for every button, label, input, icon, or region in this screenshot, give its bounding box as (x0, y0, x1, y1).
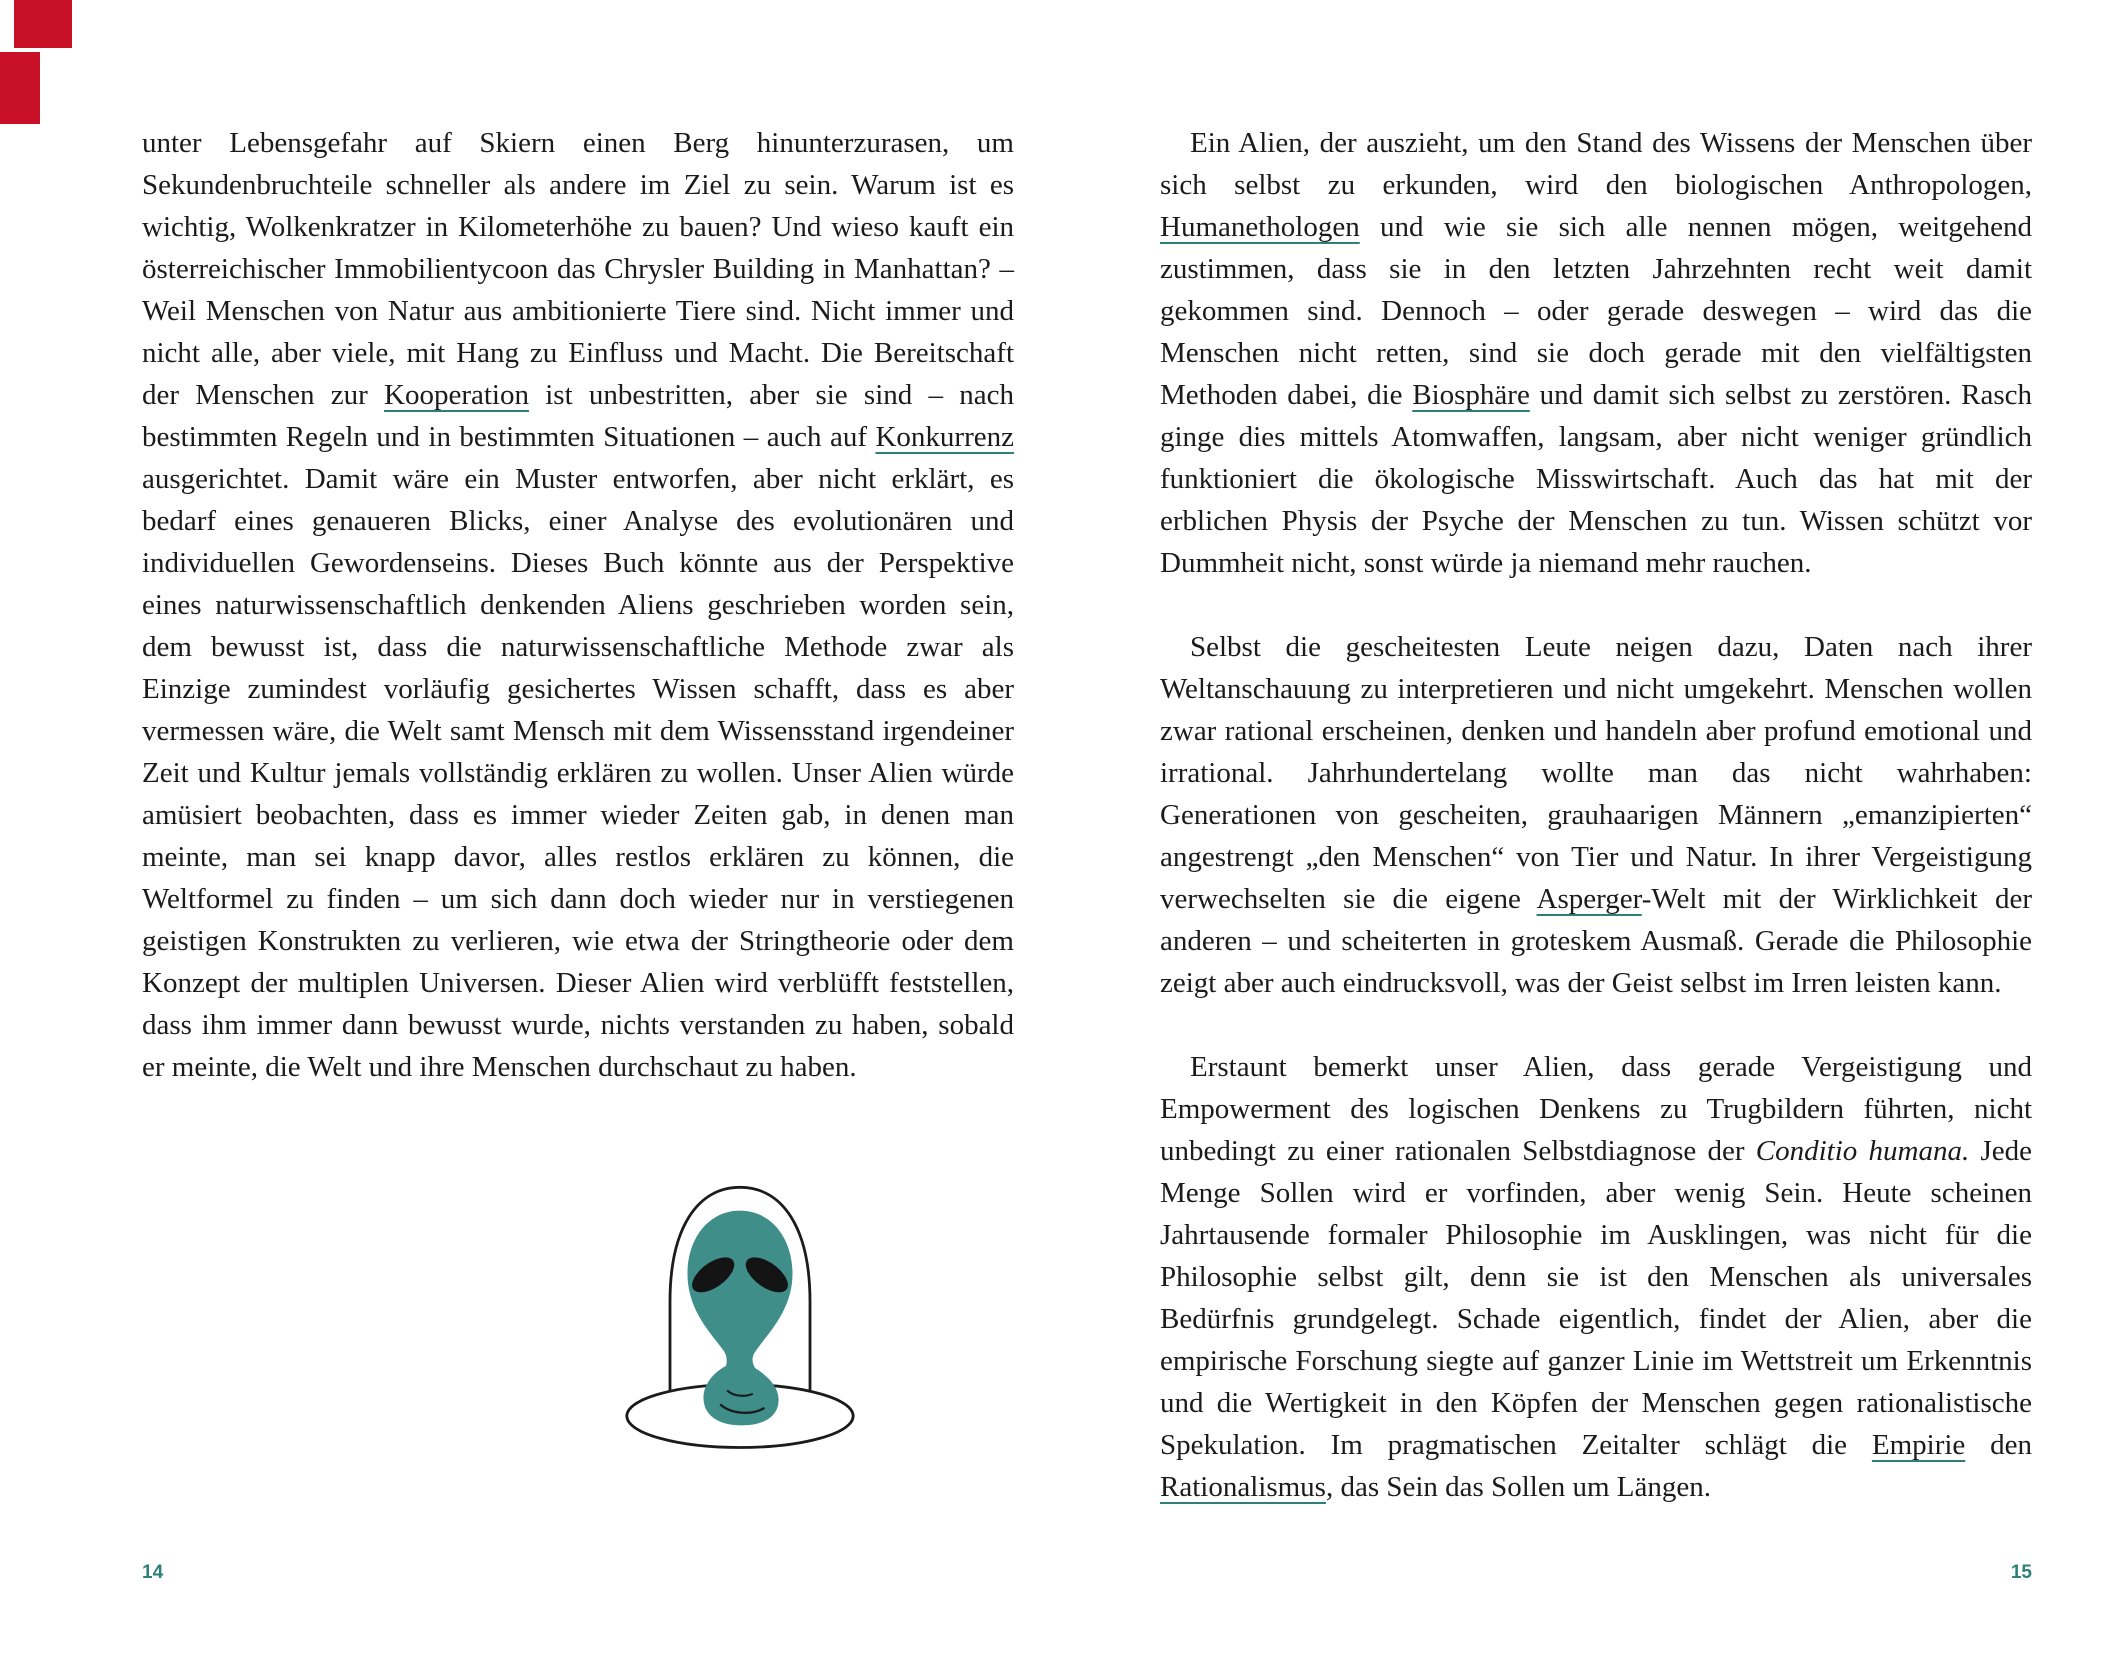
text-run: ausgerichtet. Damit wäre ein Muster entworfen, aber nicht erklärt, es bedarf eines genaueren Blicks, einer Analyse des evolutionären und individuellen Gewordenseins. Dieses Buch könnte aus der Perspektive eines naturwissenschaftlich denkenden Aliens geschrieben worden sein, dem bewusst ist, dass die naturwissenschaftliche Methode zwar als Einzige zumindest vorläufig gesichertes Wissen schafft, dass es aber vermessen wäre, die Welt samt Mensch mit dem Wissensstand irgendeiner Zeit und Kultur jemals vollständig erklären zu wollen. Unser Alien würde amüsiert beobachten, dass es immer wieder Zeiten gab, in denen man meinte, man sei knapp davor, alles restlos erklären zu können, die Weltformel zu finden – um sich dann doch wieder nur in verstiegenen geistigen Konstrukten zu verlieren, wie etwa der Stringtheorie oder dem Konzept der multiplen Universen. Dieser Alien wird verblüfft feststellen, dass ihm immer dann bewusst wurde, nichts verstanden zu haben, sobald er meinte, die Welt und ihre Menschen durchschaut zu haben. (142, 463, 1014, 1083)
text-run: Selbst die gescheitesten Leute neigen dazu, Daten nach ihrer Weltanschauung zu interpretieren und nicht umgekehrt. Menschen wollen zwar rational erscheinen, denken und handeln aber profund emotional und irrational. Jahrhundertelang wollte man das nicht wahrhaben: Generationen von gescheiten, grauhaarigen Männern „emanzipierten“ angestrengt „den Menschen“ von Tier und Natur. In ihrer Vergeistigung verwechselten sie die eigene (1160, 631, 2032, 915)
left-page-text (142, 122, 1014, 1088)
right-page-text (1160, 122, 2032, 1508)
text-run: -Welt mit der Wirklichkeit der anderen – und scheiterten in groteskem Ausmaß. Gerade die Philosophie zeigt aber auch eindrucksvoll, was der Geist selbst im Irren leisten kann. (1160, 883, 2032, 999)
italic-text: Conditio humana. (1755, 1135, 1970, 1167)
text-link[interactable]: Rationalismus (1160, 1471, 1326, 1503)
paragraph (142, 122, 1014, 1088)
text-link[interactable]: Empirie (1871, 1429, 1966, 1461)
text-link[interactable]: Humanethologen (1160, 211, 1360, 243)
text-link[interactable]: Kooperation (384, 379, 529, 411)
paragraph (1160, 626, 2032, 1004)
text-run: und wie sie sich alle nennen mögen, weitgehend zustimmen, dass sie in den letzten Jahrzehnten recht weit damit gekommen sind. Dennoch – oder gerade deswegen – wird das die Menschen nicht retten, sind sie doch gerade mit den vielfältigsten Methoden dabei, die (1160, 211, 2032, 411)
text-link[interactable]: Konkurrenz (875, 421, 1014, 453)
text-run: Jede Menge Sollen wird er vorfinden, aber wenig Sein. Heute scheinen Jahrtausende formaler Philosophie im Ausklingen, was nicht für die Philosophie selbst gilt, denn sie ist den Menschen als universales Bedürfnis grundgelegt. Schade eigentlich, findet der Alien, aber die empirische Forschung siegte auf ganzer Linie im Wettstreit um Erkenntnis und die Wertigkeit in den Köpfen der Menschen gegen rationalistische Spekulation. Im pragmatischen Zeitalter schlägt die (1160, 1135, 2032, 1461)
text-run: Ein Alien, der auszieht, um den Stand des Wissens der Menschen über sich selbst zu erkunden, wird den biologischen Anthropologen, (1160, 127, 2032, 201)
page-number-right: 15 (2010, 1562, 2032, 1583)
paragraph (1160, 1046, 2032, 1508)
text-run: , das Sein das Sollen um Längen. (1325, 1471, 1711, 1503)
text-link[interactable]: Biosphäre (1412, 379, 1530, 411)
text-link[interactable]: Asperger (1536, 883, 1642, 915)
text-run: und damit sich selbst zu zerstören. Rasch ginge dies mittels Atomwaffen, langsam, aber nicht weniger gründlich funktioniert die ökologische Misswirtschaft. Auch das hat mit der erblichen Physis der Psyche der Menschen zu tun. Wissen schützt vor Dummheit nicht, sonst würde ja niemand mehr rauchen. (1160, 379, 2032, 579)
text-run: den (1965, 1429, 2032, 1461)
paragraph (1160, 122, 2032, 584)
text-run: Erstaunt bemerkt unser Alien, dass gerade Vergeistigung und Empowerment des logischen Denkens zu Trugbildern führten, nicht unbedingt zu einer rationalen Selbstdiagnose der (1160, 1051, 2032, 1167)
text-run: unter Lebensgefahr auf Skiern einen Berg hinunterzurasen, um Sekundenbruchteile schneller als andere im Ziel zu sein. Warum ist es wichtig, Wolkenkratzer in Kilometerhöhe zu bauen? Und wieso kauft ein österreichischer Immobilientycoon das Chrysler Building in Manhattan? – Weil Menschen von Natur aus ambitionierte Tiere sind. Nicht immer und nicht alle, aber viele, mit Hang zu Einfluss und Macht. Die Bereitschaft der Menschen zur (142, 127, 1014, 411)
alien-illustration (600, 1152, 880, 1456)
text-run: ist unbestritten, aber sie sind – nach bestimmten Regeln und in bestimmten Situationen – auch auf (142, 379, 1014, 453)
corner-marker-side (0, 52, 40, 124)
corner-marker-top (14, 0, 72, 48)
page-number-left: 14 (142, 1562, 164, 1583)
